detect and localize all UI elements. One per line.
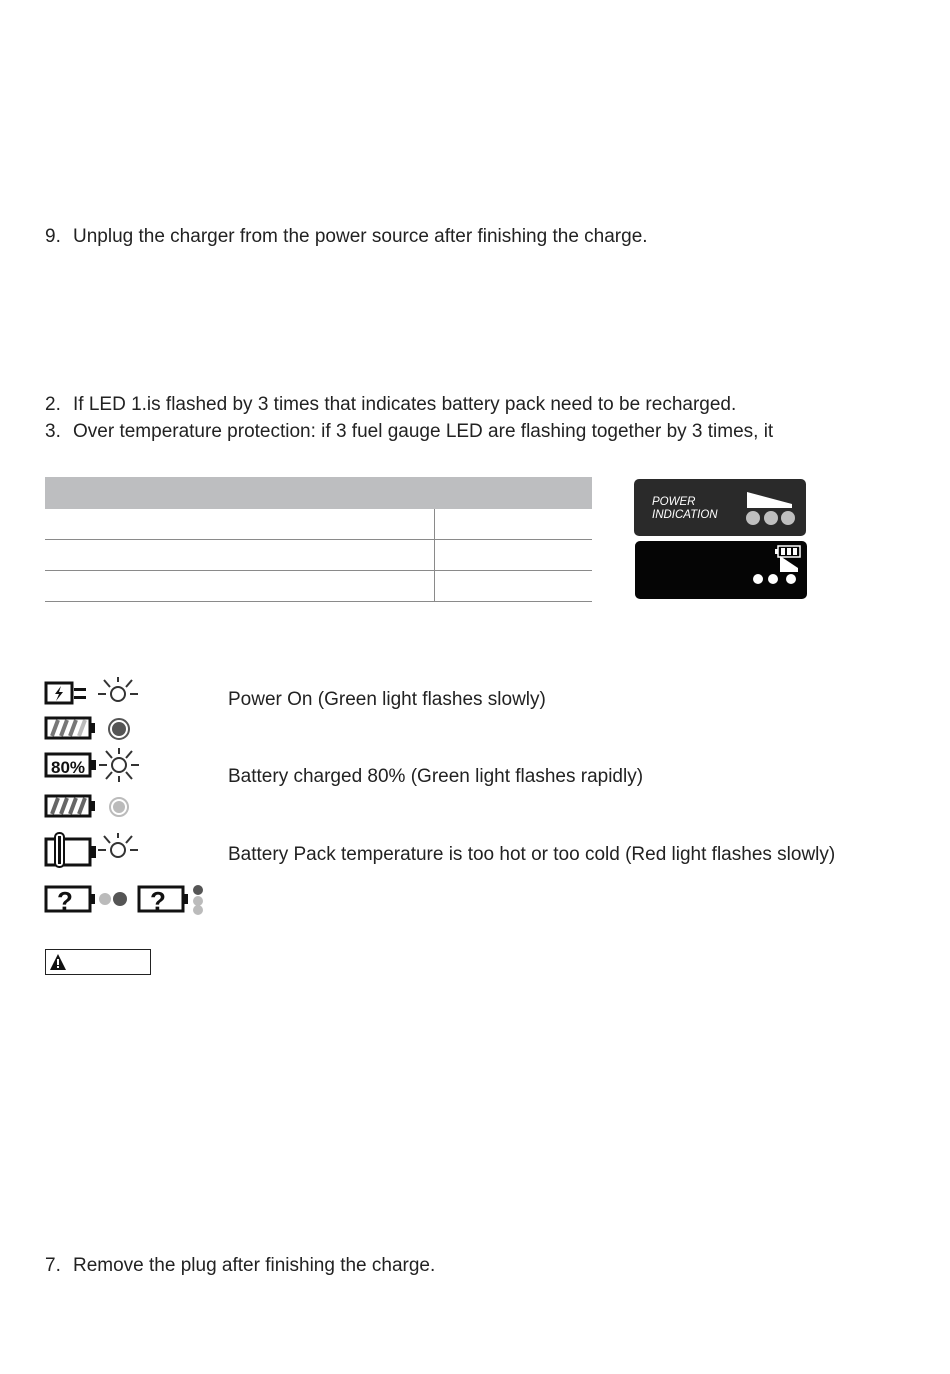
temperature-description: Battery Pack temperature is too hot or too cold (Red light flashes slowly) [228, 844, 836, 865]
led-rapid-flash-icon [98, 747, 140, 783]
level-wedge-icon [634, 479, 806, 536]
led-slow-flash-icon [96, 832, 140, 862]
battery-indication-panel [635, 541, 807, 599]
question-mark-text: ? [57, 886, 73, 916]
led-dim-icon [106, 794, 132, 820]
charged-80-description: Battery charged 80% (Green light flashes rapidly) [228, 766, 644, 787]
step-text: If LED 1.is flashed by 3 times that indicates battery pack need to be recharged. [73, 394, 737, 415]
step-number: 2. [45, 394, 61, 415]
table-row [45, 540, 592, 571]
panel-label-line1: POWER [652, 496, 696, 508]
panel-label-line2: INDICATION [652, 509, 718, 521]
step-9 [45, 226, 648, 248]
step-text: Over temperature protection: if 3 fuel gauge LED are flashing together by 3 times, it [73, 421, 774, 442]
table-row [45, 571, 592, 602]
step-number: 9. [45, 226, 61, 247]
step-2 [45, 394, 736, 416]
step-text: Unplug the charger from the power source after finishing the charge. [73, 226, 648, 247]
table-row [45, 509, 592, 540]
battery-unknown-icons [44, 882, 210, 916]
badge-80-text: 80% [51, 758, 86, 777]
spec-table [45, 477, 592, 602]
power-on-description: Power On (Green light flashes slowly) [228, 689, 546, 710]
question-mark-text: ? [150, 886, 166, 916]
step-number: 7. [45, 1255, 61, 1276]
battery-level-icon [635, 541, 807, 599]
column-divider [434, 540, 435, 570]
warning-icon [49, 953, 67, 971]
table-header [45, 477, 592, 509]
step-7 [45, 1255, 435, 1277]
led-on-icon [106, 716, 132, 742]
warning-box [45, 949, 151, 975]
column-divider [434, 571, 435, 601]
step-text: Remove the plug after finishing the charge. [73, 1255, 436, 1276]
column-divider [434, 509, 435, 539]
led-flash-icon [96, 676, 140, 706]
step-3 [45, 421, 773, 443]
power-indication-panel [634, 479, 806, 536]
step-number: 3. [45, 421, 61, 442]
